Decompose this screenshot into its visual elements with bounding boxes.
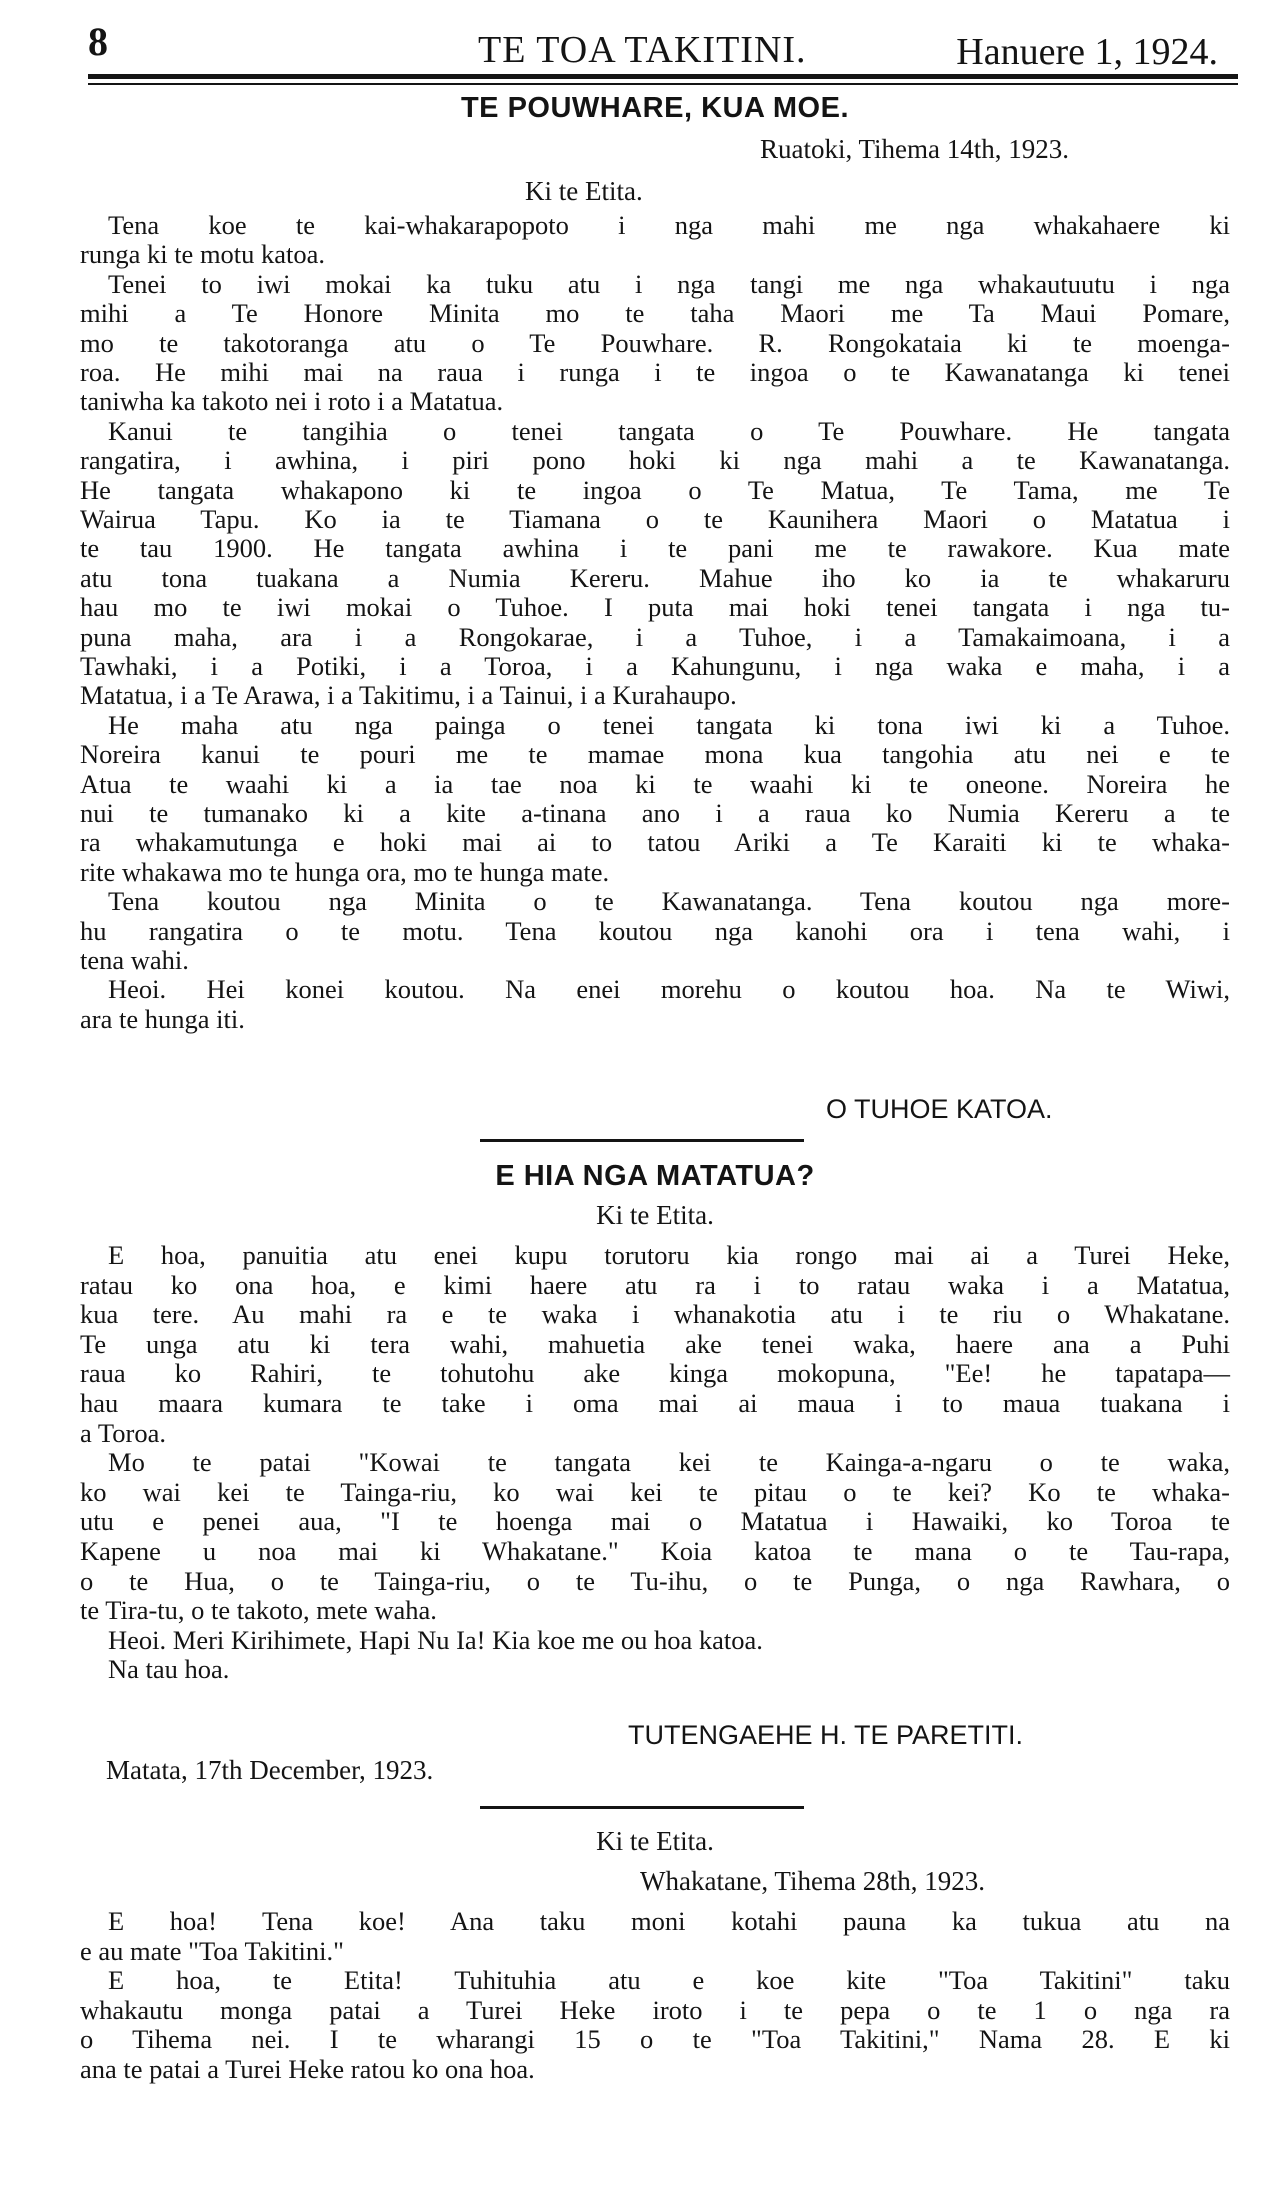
body-line: taniwha ka takoto nei i roto i a Matatua.: [80, 386, 504, 417]
body-line: Tenei to iwi mokai ka tuku atu i nga tangi me nga whakautuutu i nga: [108, 268, 1230, 299]
body-line: Noreira kanui te pouri me te mamae mona kua tangohia atu nei e te: [80, 739, 1230, 770]
body-line: Heoi. Hei konei koutou. Na enei morehu o koutou hoa. Na te Wiwi,: [108, 974, 1230, 1005]
article-separator: [480, 1139, 804, 1142]
article-place-date: Matata, 17th December, 1923.: [106, 1755, 434, 1785]
body-line: E hoa! Tena koe! Ana taku moni kotahi pauna ka tukua atu na: [108, 1906, 1230, 1936]
body-line: roa. He mihi mai na raua i runga i te ingoa o te Kawanatanga ki tenei: [80, 357, 1230, 387]
body-line: kua tere. Au mahi ra e te waka i whanakotia atu i te riu o Whakatane.: [80, 1299, 1230, 1330]
body-line: runga ki te motu katoa.: [80, 239, 326, 270]
body-line: ko wai kei te Tainga-riu, ko wai kei te pitau o te kei? Ko te whaka-: [80, 1476, 1230, 1507]
body-line: a Toroa.: [80, 1417, 166, 1448]
body-line: mo te takotoranga atu o Te Pouwhare. R. Rongokataia ki te moenga-: [80, 327, 1230, 358]
body-line: utu e penei aua, "I te hoenga mai o Matatua i Hawaiki, ko Toroa te: [80, 1506, 1230, 1537]
body-line: e au mate "Toa Takitini.": [80, 1935, 344, 1966]
body-line: Tawhaki, i a Potiki, i a Toroa, i a Kahungunu, i nga waka e maha, i a: [80, 651, 1230, 681]
body-line: Matatua, i a Te Arawa, i a Takitimu, i a Tainui, i a Kurahaupo.: [80, 680, 737, 711]
article-separator: [480, 1806, 804, 1809]
article-heading: TE POUWHARE, KUA MOE.: [460, 92, 850, 124]
body-line: atu tona tuakana a Numia Kereru. Mahue iho ko ia te whakaruru: [80, 562, 1230, 593]
body-line: tena wahi.: [80, 945, 189, 975]
issue-date: Hanuere 1, 1924.: [956, 31, 1218, 73]
article-heading: E HIA NGA MATATUA?: [495, 1160, 815, 1192]
body-line: te tau 1900. He tangata awhina i te pani me te rawakore. Kua mate: [80, 533, 1230, 564]
body-line: ratau ko ona hoa, e kimi haere atu ra i to ratau waka i a Matatua,: [80, 1269, 1230, 1300]
masthead-rule-thin: [88, 83, 1238, 85]
masthead: [88, 18, 1218, 76]
body-line: mihi a Te Honore Minita mo te taha Maori me Ta Maui Pomare,: [80, 298, 1230, 329]
body-line: He maha atu nga painga o tenei tangata ki tona iwi ki a Tuhoe.: [108, 709, 1230, 740]
article-salutation: Ki te Etita.: [596, 1826, 714, 1856]
body-line: raua ko Rahiri, te tohutohu ake kinga mokopuna, "Ee! he tapatapa—: [80, 1358, 1230, 1389]
body-line: rite whakawa mo te hunga ora, mo te hunga mate.: [80, 856, 610, 887]
body-line: rangatira, i awhina, i piri pono hoki ki nga mahi a te Kawanatanga.: [80, 445, 1230, 476]
article-salutation: Ki te Etita.: [596, 1200, 714, 1230]
body-line: hau mo te iwi mokai o Tuhoe. I puta mai hoki tenei tangata i nga tu-: [80, 592, 1230, 623]
body-line: ana te patai a Turei Heke ratou ko ona hoa.: [80, 2054, 535, 2084]
body-line: Na tau hoa.: [108, 1654, 230, 1685]
body-line: Heoi. Meri Kirihimete, Hapi Nu Ia! Kia koe me ou hoa katoa.: [108, 1624, 763, 1655]
body-line: Mo te patai "Kowai te tangata kei te Kainga-a-ngaru o te waka,: [108, 1447, 1230, 1478]
body-line: E hoa, panuitia atu enei kupu torutoru kia rongo mai ai a Turei Heke,: [108, 1240, 1230, 1270]
body-line: Tena koutou nga Minita o te Kawanatanga. Tena koutou nga more-: [108, 886, 1230, 917]
body-line: hau maara kumara te take i oma mai ai maua i to maua tuakana i: [80, 1388, 1230, 1418]
article-dateline: Whakatane, Tihema 28th, 1923.: [640, 1866, 985, 1896]
masthead-rule-thick: [88, 74, 1238, 79]
body-line: whakautu monga patai a Turei Heke iroto i te pepa o te 1 o nga ra: [80, 1994, 1230, 2025]
article-pouwhare: [80, 92, 1230, 1142]
body-line: Kapene u noa mai ki Whakatane." Koia katoa te mana o te Tau-rapa,: [80, 1536, 1230, 1566]
body-line: Atua te waahi ki a ia tae noa ki te waahi ki te oneone. Noreira he: [80, 768, 1230, 799]
body-line: o Tihema nei. I te wharangi 15 o te "Toa Takitini," Nama 28. E ki: [80, 2024, 1230, 2055]
body-line: Te unga atu ki tera wahi, mahuetia ake tenei waka, haere ana a Puhi: [80, 1328, 1230, 1359]
article-signature: TUTENGAEHE H. TE PARETITI.: [628, 1720, 1024, 1750]
page-number: 8: [88, 19, 108, 64]
article-signature: O TUHOE KATOA.: [826, 1094, 1053, 1124]
body-line: Kanui te tangihia o tenei tangata o Te Pouwhare. He tangata: [108, 415, 1230, 446]
body-line: Wairua Tapu. Ko ia te Tiamana o te Kaunihera Maori o Matatua i: [80, 504, 1230, 534]
article-matatua: [80, 1160, 1230, 1785]
body-line: E hoa, te Etita! Tuhituhia atu e koe kite "Toa Takitini" taku: [108, 1965, 1230, 1996]
body-line: te Tira-tu, o te takoto, mete waha.: [80, 1595, 437, 1626]
body-line: ra whakamutunga e hoki mai ai to tatou Ariki a Te Karaiti ki te whaka-: [80, 827, 1230, 858]
body-line: nui te tumanako ki a kite a-tinana ano i a raua ko Numia Kereru a te: [80, 798, 1230, 828]
article-salutation: Ki te Etita.: [525, 176, 643, 206]
body-line: He tangata whakapono ki te ingoa o Te Matua, Te Tama, me Te: [80, 474, 1230, 505]
body-line: puna maha, ara i a Rongokarae, i a Tuhoe, i a Tamakaimoana, i a: [80, 621, 1230, 652]
body-line: o te Hua, o te Tainga-riu, o te Tu-ihu, o te Punga, o nga Rawhara, o: [80, 1565, 1230, 1596]
newspaper-title: TE TOA TAKITINI.: [478, 29, 807, 71]
article-letter: [80, 1826, 1230, 2106]
body-line: hu rangatira o te motu. Tena koutou nga kanohi ora i tena wahi, i: [80, 915, 1230, 946]
article-dateline: Ruatoki, Tihema 14th, 1923.: [760, 134, 1070, 164]
body-line: ara te hunga iti.: [80, 1003, 245, 1034]
body-line: Tena koe te kai-whakarapopoto i nga mahi me nga whakahaere ki: [108, 210, 1230, 240]
